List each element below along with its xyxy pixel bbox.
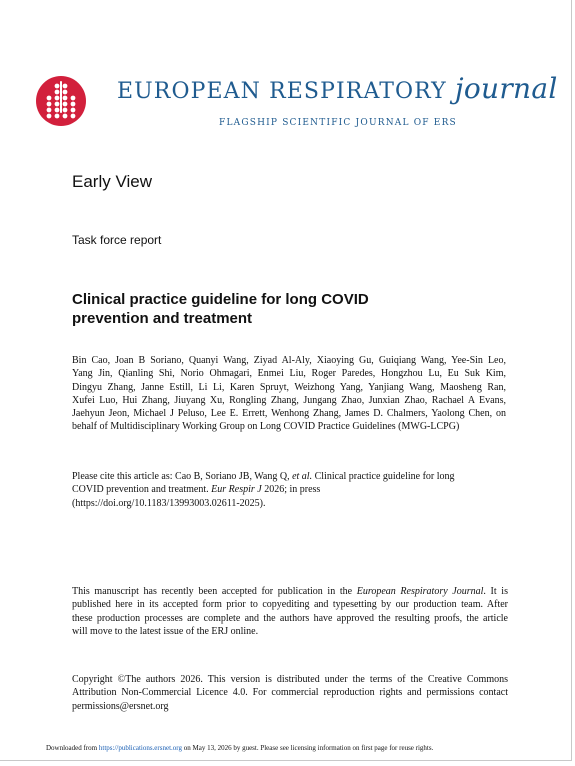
author-line: Xufei Luo, Hui Zhang, Jiuyang Xu, Rongling Zhang, Jungang Zhao, Junxian Zhao, Rachael A Evans,	[72, 394, 506, 406]
note-line	[72, 585, 508, 598]
footer-text: Downloaded from	[46, 744, 99, 752]
ers-lungs-logo-icon	[36, 76, 86, 126]
copyright-line: Copyright ©The authors 2026. This version is distributed under the terms of the Creative Commons	[72, 674, 508, 685]
footer-link[interactable]: https://publications.ersnet.org	[98, 744, 182, 752]
author-line: behalf of Multidisciplinary Working Group on Long COVID Practice Guidelines (MWG-LCPG)	[72, 421, 460, 433]
note-line: published here in its accepted form prior to copyediting and typesetting by our production team. After	[72, 599, 508, 611]
citation-text: Please cite this article as: Cao B, Soriano JB, Wang Q,	[72, 471, 293, 482]
citation-etal: et al.	[292, 471, 313, 482]
journal-title-caps: EUROPEAN RESPIRATORY	[117, 79, 447, 104]
citation-text: COVID prevention and treatment.	[72, 484, 212, 496]
author-line: Yang Jin, Qianling Shi, Norio Ohmagari, Enmei Liu, Roger Paredes, Hongzhou Lu, Eu Suk Kim,	[72, 368, 506, 380]
publication-status: Early View	[72, 172, 152, 191]
citation-line	[72, 470, 512, 483]
download-footer	[46, 744, 433, 752]
journal-title-script: journal	[454, 72, 558, 105]
article-type: Task force report	[72, 233, 162, 247]
author-line: Bin Cao, Joan B Soriano, Quanyi Wang, Ziyad Al-Aly, Xiaoying Gu, Guiqiang Wang, Yee-Sin Leo,	[72, 355, 506, 366]
copyright-line: Attribution Non-Commercial Licence 4.0. For commercial reproduction rights and permissions contact	[72, 687, 508, 699]
journal-tagline: FLAGSHIP SCIENTIFIC JOURNAL OF ERS	[219, 118, 457, 128]
author-list	[72, 354, 506, 434]
note-text: This manuscript has recently been accepted for publication in the	[72, 586, 357, 597]
journal-title	[117, 72, 558, 105]
article-title-line: prevention and treatment	[72, 310, 253, 327]
copyright-block	[72, 673, 508, 713]
citation-text: Clinical practice guideline for long	[312, 471, 455, 482]
author-line: Jaehyun Jeon, Michael J Peluso, Lee E. Errett, Wenhong Zhang, James D. Chalmers, Yaolong Chen, on	[72, 408, 506, 420]
citation-text: 2026; in press	[261, 484, 321, 496]
copyright-line: permissions@ersnet.org	[72, 700, 169, 712]
note-journal: European Respiratory Journal	[356, 586, 484, 597]
footer-text: on May 13, 2026 by guest. Please see licensing information on first page for reuse rights.	[181, 744, 434, 752]
citation-journal: Eur Respir J	[211, 484, 262, 496]
note-line: these production processes are complete and the authors have approved the resulting proofs, the article	[72, 612, 508, 624]
citation-line	[72, 483, 512, 496]
note-line: will move to the latest issue of the ERJ online.	[72, 625, 259, 637]
article-title-line: Clinical practice guideline for long COVID	[72, 291, 369, 308]
author-line: Dingyu Zhang, Janne Estill, Li Li, Karen Spruyt, Weizhong Yang, Yanjiang Wang, Maosheng Ran,	[72, 381, 506, 393]
article-title	[72, 290, 492, 328]
citation-block	[72, 470, 512, 510]
acceptance-note	[72, 585, 508, 638]
citation-doi: (https://doi.org/10.1183/13993003.02611-2025).	[72, 497, 266, 509]
note-text: . It is	[483, 586, 508, 597]
